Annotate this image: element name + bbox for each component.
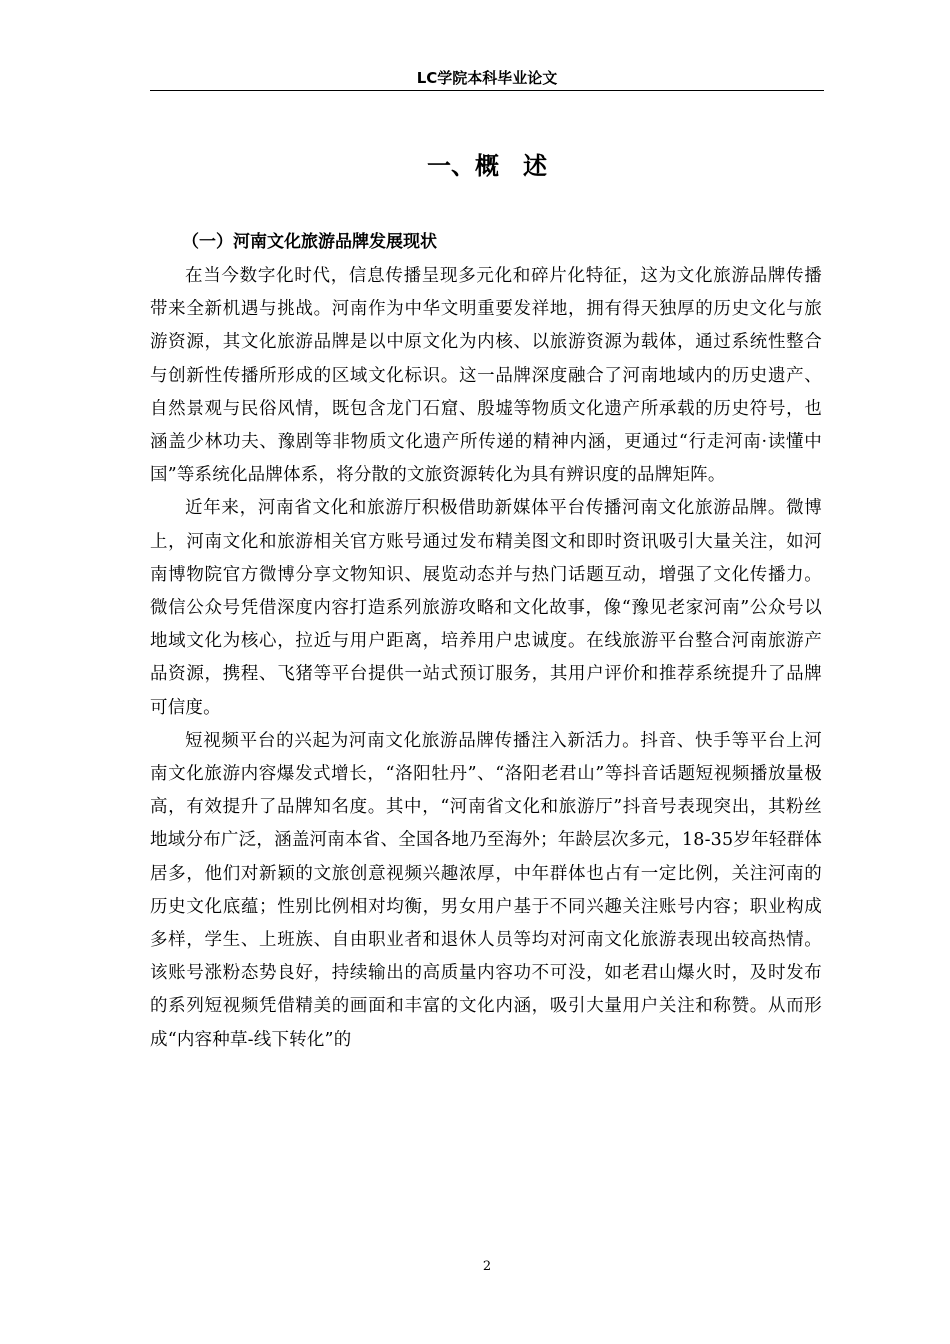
section-heading: （一）河南文化旅游品牌发展现状 (182, 232, 437, 252)
body-text (150, 260, 822, 1057)
header-divider (150, 90, 824, 91)
paragraph-3: 短视频平台的兴起为河南文化旅游品牌传播注入新活力。抖音、快手等平台上河南文化旅游内容爆发式增长，“洛阳牡丹”、“洛阳老君山”等抖音话题短视频播放量极高，有效提升了品牌知名度。其中，“河南省文化和旅游厅”抖音号表现突出，其粉丝地域分布广泛，涵盖河南本省、全国各地乃至海外；年龄层次多元，18-35岁年轻群体居多，他们对新颖的文旅创意视频兴趣浓厚，中年群体也占有一定比例，关注河南的历史文化底蕴；性别比例相对均衡，男女用户基于不同兴趣关注账号内容；职业构成多样，学生、上班族、自由职业者和退休人员等均对河南文化旅游表现出较高热情。该账号涨粉态势良好，持续输出的高质量内容功不可没，如老君山爆火时，及时发布的系列短视频凭借精美的画面和丰富的文化内涵，吸引大量用户关注和称赞。从而形成“内容种草-线下转化”的 (150, 730, 822, 1050)
running-header-title: LC学院本科毕业论文 (416, 69, 558, 87)
paragraph-1: 在当今数字化时代，信息传播呈现多元化和碎片化特征，这为文化旅游品牌传播带来全新机遇与挑战。河南作为中华文明重要发祥地，拥有得天独厚的历史文化与旅游资源，其文化旅游品牌是以中原文化为内核、以旅游资源为载体，通过系统性整合与创新性传播所形成的区域文化标识。这一品牌深度融合了河南地域内的历史遗产、自然景观与民俗风情，既包含龙门石窟、殷墟等物质文化遗产所承载的历史符号，也涵盖少林功夫、豫剧等非物质文化遗产所传递的精神内涵，更通过“行走河南·读懂中国”等系统化品牌体系，将分散的文旅资源转化为具有辨识度的品牌矩阵。 (150, 266, 822, 486)
page-number: 2 (482, 1259, 492, 1274)
paragraph-2: 近年来，河南省文化和旅游厅积极借助新媒体平台传播河南文化旅游品牌。微博上，河南文化和旅游相关官方账号通过发布精美图文和即时资讯吸引大量关注，如河南博物院官方微博分享文物知识、展览动态并与热门话题互动，增强了文化传播力。微信公众号凭借深度内容打造系列旅游攻略和文化故事，像“豫见老家河南”公众号以地域文化为核心，拉近与用户距离，培养用户忠诚度。在线旅游平台整合河南旅游产品资源，携程、飞猪等平台提供一站式预订服务，其用户评价和推荐系统提升了品牌可信度。 (150, 498, 822, 718)
chapter-title: 一、概 述 (427, 152, 547, 180)
